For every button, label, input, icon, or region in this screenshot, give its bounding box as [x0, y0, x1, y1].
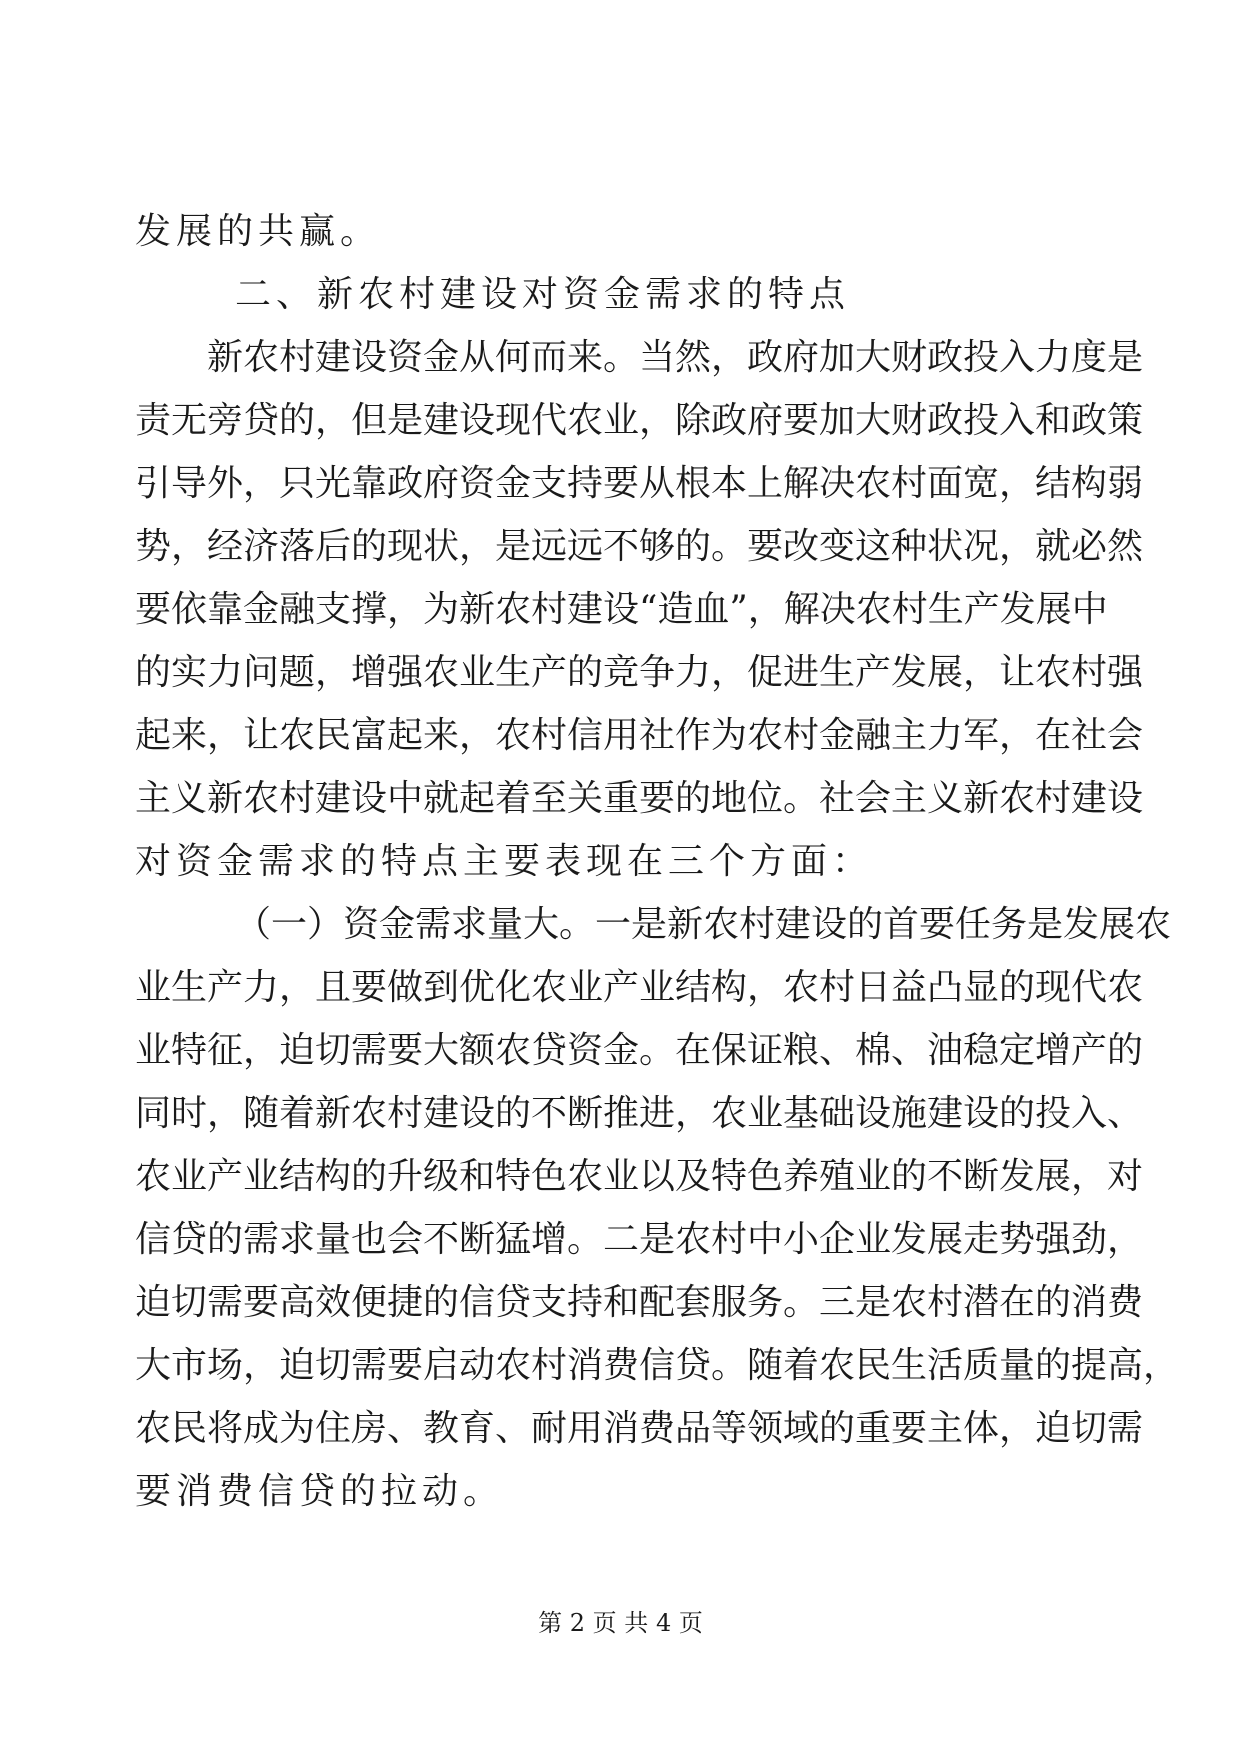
- section-heading: 二、新农村建设对资金需求的特点: [235, 274, 851, 315]
- paragraph-line: 要消费信贷的拉动。: [135, 1471, 505, 1512]
- paragraph-line: 同时，随着新农村建设的不断推进，农业基础设施建设的投入、: [135, 1093, 1144, 1134]
- paragraph-line: 业生产力，且要做到优化农业产业结构，农村日益凸显的现代农: [135, 967, 1144, 1008]
- paragraph-line: 新农村建设资金从何而来。当然，政府加大财政投入力度是: [207, 337, 1144, 378]
- paragraph-line: 要依靠金融支撑，为新农村建设“造血”，解决农村生产发展中: [135, 589, 1108, 630]
- page-number-footer: 第 2 页 共 4 页: [538, 1609, 703, 1637]
- paragraph-line: 信贷的需求量也会不断猛增。二是农村中小企业发展走势强劲，: [135, 1219, 1144, 1260]
- paragraph-line: 发展的共赢。: [135, 211, 382, 252]
- paragraph-line: 迫切需要高效便捷的信贷支持和配套服务。三是农村潜在的消费: [135, 1282, 1144, 1323]
- paragraph-line: 起来，让农民富起来，农村信用社作为农村金融主力军，在社会: [135, 715, 1144, 756]
- document-body: [135, 200, 1180, 1523]
- paragraph-line: 农业产业结构的升级和特色农业以及特色养殖业的不断发展，对: [135, 1156, 1144, 1197]
- paragraph-line: 的实力问题，增强农业生产的竞争力，促进生产发展，让农村强: [135, 652, 1144, 693]
- paragraph-line: 业特征，迫切需要大额农贷资金。在保证粮、棉、油稳定增产的: [135, 1030, 1144, 1071]
- paragraph-line: 引导外，只光靠政府资金支持要从根本上解决农村面宽，结构弱: [135, 463, 1144, 504]
- paragraph-line: 农民将成为住房、教育、耐用消费品等领域的重要主体，迫切需: [135, 1408, 1144, 1449]
- paragraph-line: 势，经济落后的现状，是远远不够的。要改变这种状况，就必然: [135, 526, 1144, 567]
- paragraph-line: 大市场，迫切需要启动农村消费信贷。随着农民生活质量的提高，: [135, 1345, 1180, 1386]
- paragraph-line: 责无旁贷的，但是建设现代农业，除政府要加大财政投入和政策: [135, 400, 1144, 441]
- subsection-line: （一）资金需求量大。一是新农村建设的首要任务是发展农: [235, 904, 1172, 945]
- paragraph-line: 对资金需求的特点主要表现在三个方面：: [135, 841, 874, 882]
- paragraph-line: 主义新农村建设中就起着至关重要的地位。社会主义新农村建设: [135, 778, 1144, 819]
